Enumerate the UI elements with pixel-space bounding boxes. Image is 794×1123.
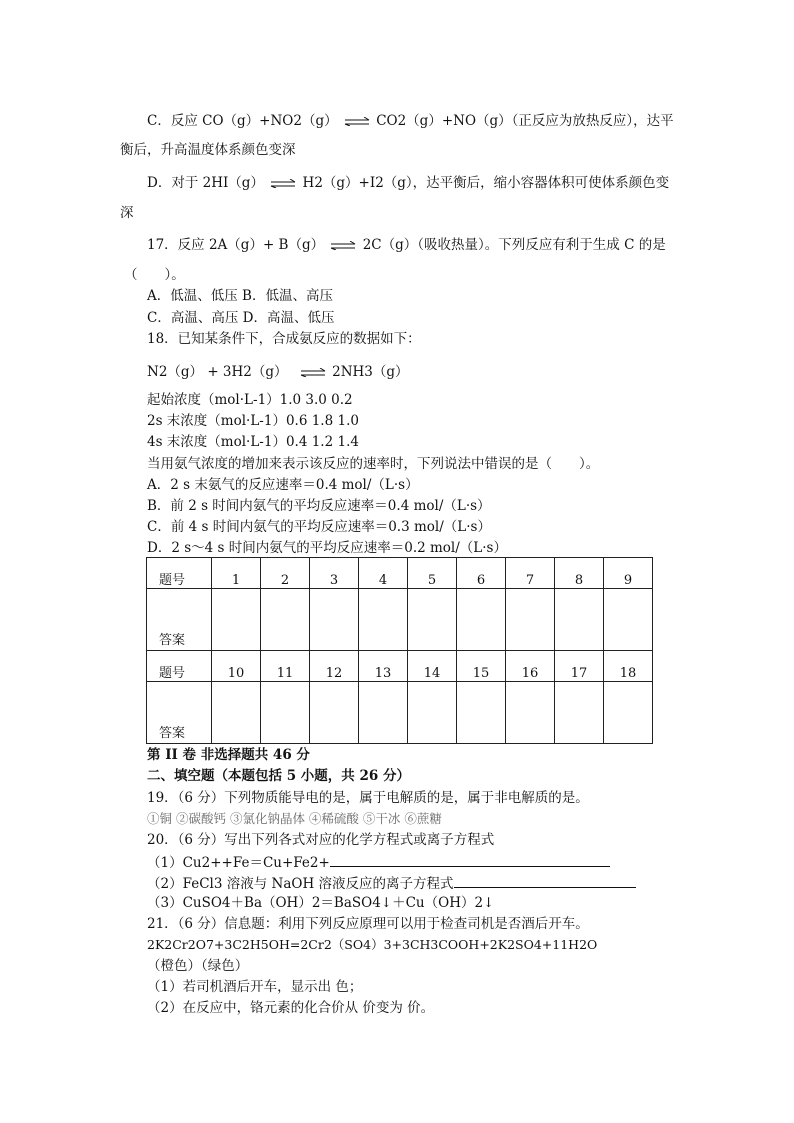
- q18-eq-text-a: N2（g） + 3H2（g）: [147, 364, 288, 380]
- d-option-text-a: D．对于 2HI（g）: [147, 175, 264, 191]
- number-cell: 18: [604, 651, 653, 682]
- number-cell: 16: [506, 651, 555, 682]
- number-cell: 17: [555, 651, 604, 682]
- q18-option-d: D．2 s～4 s 时间内氨气的平均反应速率＝0.2 mol/（L·s）: [147, 540, 507, 556]
- q18-stem: 当用氨气浓度的增加来表示该反应的速率时，下列说法中错误的是（ ）。: [147, 456, 600, 472]
- q17-text-a: 17．反应 2A（g）+ B（g）: [147, 237, 325, 253]
- q20-item-2-text: （2）FeCl3 溶液与 NaOH 溶液反应的离子方程式: [147, 876, 454, 892]
- answer-blank[interactable]: [454, 873, 636, 888]
- equilibrium-arrow-icon: [270, 179, 296, 188]
- number-cell: 7: [506, 558, 555, 589]
- answer-label-cell: [147, 589, 212, 651]
- q17-options-ab: A．低温、低压 B．低温、高压: [147, 288, 333, 304]
- table-row: [147, 589, 653, 651]
- section2-title: 二、填空题（本题包括 5 小题，共 26 分）: [147, 768, 410, 784]
- header-label-cell: 题号: [147, 558, 212, 589]
- table-row: [147, 558, 653, 589]
- number-cell: 1: [212, 558, 261, 589]
- q21-item-1: （1）若司机酒后开车，显示出 色；: [147, 979, 363, 995]
- answer-cell[interactable]: [359, 682, 408, 744]
- answer-cell[interactable]: [555, 682, 604, 744]
- line-d-option-cont: 深: [120, 205, 134, 221]
- number-cell: 2: [261, 558, 310, 589]
- answer-cell[interactable]: [408, 589, 457, 651]
- q20-item-2: [147, 873, 636, 893]
- table-row: [147, 651, 653, 682]
- answer-cell[interactable]: [555, 589, 604, 651]
- part2-title: 第 II 卷 非选择题共 46 分: [147, 747, 310, 763]
- conc-2s: 2s 末浓度（mol·L-1）0.6 1.8 1.0: [147, 413, 359, 429]
- answer-cell[interactable]: [359, 589, 408, 651]
- answer-cell[interactable]: [408, 682, 457, 744]
- line-d-option: [147, 174, 669, 192]
- answer-cell[interactable]: [457, 589, 506, 651]
- q21-equation: 2K2Cr2O7+3C2H5OH=2Cr2（SO4）3+3CH3COOH+2K2SO4+11H2O: [147, 937, 598, 952]
- line-c-option: [147, 112, 674, 130]
- conc-start: 起始浓度（mol·L-1）1.0 3.0 0.2: [147, 392, 353, 408]
- equilibrium-arrow-icon: [330, 241, 356, 250]
- q18-option-a: A．2 s 末氨气的反应速率＝0.4 mol/（L·s）: [147, 477, 419, 493]
- number-cell: 9: [604, 558, 653, 589]
- answer-cell[interactable]: [261, 682, 310, 744]
- q21-colors: （橙色）（绿色）: [147, 958, 249, 974]
- answer-label: 答案: [159, 726, 186, 741]
- q18-option-b: B．前 2 s 时间内氨气的平均反应速率＝0.4 mol/（L·s）: [147, 498, 491, 514]
- number-cell: 6: [457, 558, 506, 589]
- q20-item-1: [147, 852, 610, 872]
- answer-cell[interactable]: [212, 682, 261, 744]
- answer-cell[interactable]: [310, 682, 359, 744]
- answer-cell[interactable]: [212, 589, 261, 651]
- number-cell: 8: [555, 558, 604, 589]
- answer-cell[interactable]: [604, 589, 653, 651]
- number-cell: 5: [408, 558, 457, 589]
- number-cell: 11: [261, 651, 310, 682]
- answer-cell[interactable]: [310, 589, 359, 651]
- question-18: 18．已知某条件下，合成氨反应的数据如下：: [147, 331, 421, 347]
- header-label-cell: 题号: [147, 651, 212, 682]
- q19-items: ①铜 ②碳酸钙 ③氯化钠晶体 ④稀硫酸 ⑤干冰 ⑥蔗糖: [147, 811, 442, 826]
- answer-cell[interactable]: [457, 682, 506, 744]
- equilibrium-arrow-icon: [300, 368, 326, 377]
- number-cell: 10: [212, 651, 261, 682]
- number-cell: 13: [359, 651, 408, 682]
- answer-cell[interactable]: [506, 589, 555, 651]
- conc-4s: 4s 末浓度（mol·L-1）0.4 1.2 1.4: [147, 434, 359, 450]
- q18-option-c: C．前 4 s 时间内氨气的平均反应速率＝0.3 mol/（L·s）: [147, 519, 491, 535]
- answer-cell[interactable]: [604, 682, 653, 744]
- c-option-text-b: CO2（g）+NO（g）（正反应为放热反应），达平: [376, 113, 674, 129]
- equilibrium-arrow-icon: [344, 117, 370, 126]
- answer-blank[interactable]: [330, 852, 610, 867]
- number-cell: 15: [457, 651, 506, 682]
- line-c-option-cont: 衡后，升高温度体系颜色变深: [120, 142, 296, 158]
- q20-item-1-text: （1）Cu2++Fe＝Cu+Fe2+: [147, 855, 330, 871]
- question-17: [147, 236, 666, 254]
- answer-label: 答案: [159, 633, 186, 648]
- c-option-text-a: C．反应 CO（g）+NO2（g）: [147, 113, 338, 129]
- answer-cell[interactable]: [261, 589, 310, 651]
- answer-cell[interactable]: [506, 682, 555, 744]
- q18-eq-text-b: 2NH3（g）: [332, 364, 409, 380]
- q17-text-b: 2C（g）（吸收热量）。下列反应有利于生成 C 的是: [362, 237, 666, 253]
- question-21: 21．（6 分）信息题：利用下列反应原理可以用于检查司机是否酒后开车。: [147, 916, 589, 932]
- number-cell: 12: [310, 651, 359, 682]
- question-19: 19．（6 分）下列物质能导电的是，属于电解质的是，属于非电解质的是。: [147, 790, 589, 806]
- answer-label-cell: [147, 682, 212, 744]
- q17-options-cd: C．高温、高压 D．高温、低压: [147, 310, 335, 326]
- d-option-text-b: H2（g）+I2（g），达平衡后，缩小容器体积可使体系颜色变: [302, 175, 670, 191]
- q20-item-3: （3）CuSO4＋Ba（OH）2＝BaSO4↓＋Cu（OH）2↓: [147, 895, 495, 911]
- number-cell: 14: [408, 651, 457, 682]
- number-cell: 3: [310, 558, 359, 589]
- number-cell: 4: [359, 558, 408, 589]
- question-20: 20．（6 分）写出下列各式对应的化学方程式或离子方程式: [147, 832, 495, 848]
- answer-table: [146, 557, 653, 744]
- q17-bracket: （ ）。: [124, 267, 185, 283]
- q21-item-2: （2）在反应中，铬元素的化合价从 价变为 价。: [147, 1000, 435, 1016]
- q18-equation: [147, 363, 409, 381]
- table-row: [147, 682, 653, 744]
